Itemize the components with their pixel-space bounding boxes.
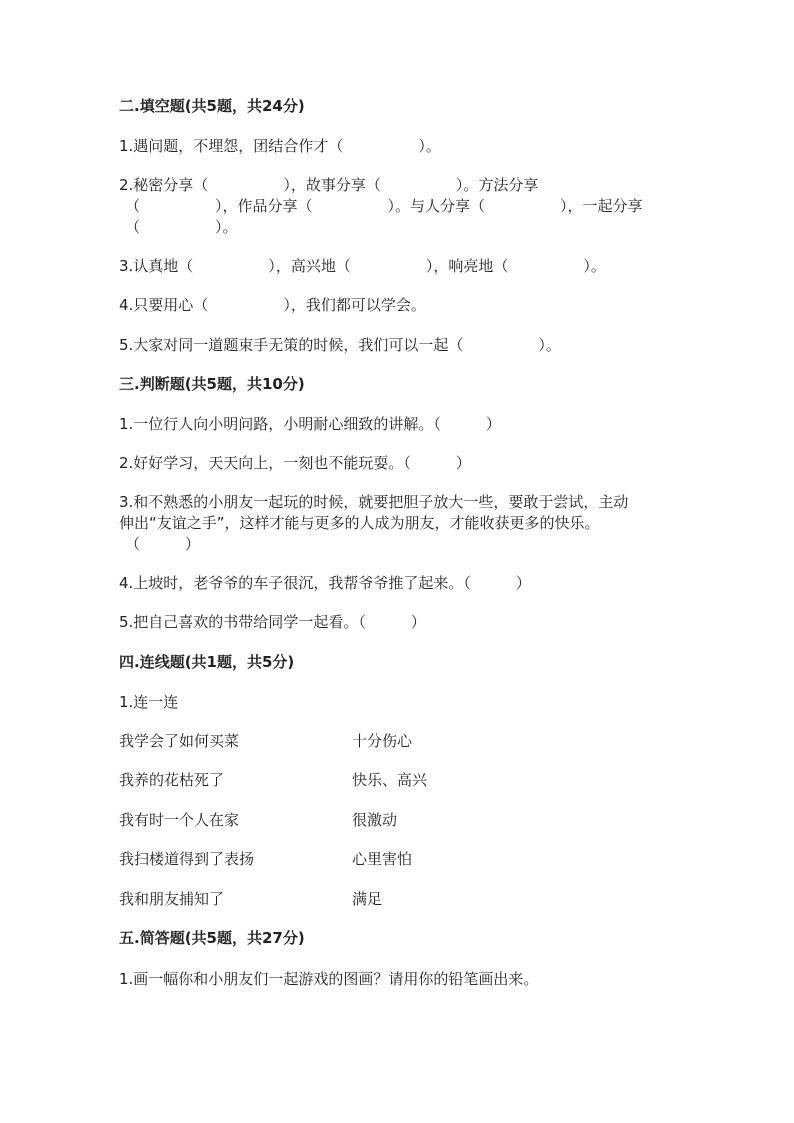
section-title-match: 四.连线题(共1题，共5分) — [119, 653, 295, 671]
fill-blank-question-5: 5.大家对同一道题束手无策的时候，我们可以一起（ ）。 — [119, 336, 561, 354]
fill-blank-question-2-line-1: 2.秘密分享（ ），故事分享（ ）。方法分享 — [119, 176, 539, 194]
section-title-fill-blank: 二.填空题(共5题，共24分) — [119, 97, 305, 115]
match-right-item: 心里害怕 — [352, 850, 413, 868]
section-title-judge: 三.判断题(共5题，共10分) — [119, 375, 305, 393]
match-left-item: 我扫楼道得到了表扬 — [119, 850, 255, 868]
judge-question-4: 4.上坡时，老爷爷的车子很沉，我帮爷爷推了起来。（ ） — [119, 574, 531, 592]
fill-blank-question-4: 4.只要用心（ ），我们都可以学会。 — [119, 296, 426, 314]
match-right-item: 十分伤心 — [352, 732, 413, 750]
fill-blank-question-1: 1.遇问题，不埋怨，团结合作才（ ）。 — [119, 137, 441, 155]
short-answer-question-1: 1.画一幅你和小朋友们一起游戏的图画？请用你的铅笔画出来。 — [119, 970, 539, 988]
match-left-item: 我养的花枯死了 — [119, 771, 225, 789]
judge-question-3-line-1: 3.和不熟悉的小朋友一起玩的时候，就要把胆子放大一些，要敢于尝试，主动 — [119, 493, 629, 511]
fill-blank-question-2-line-2: （ ），作品分享（ ）。与人分享（ ），一起分享 — [125, 197, 643, 215]
match-left-item: 我和朋友捕知了 — [119, 890, 225, 908]
match-right-item: 很激动 — [352, 811, 398, 829]
match-right-item: 满足 — [352, 890, 383, 908]
judge-question-5: 5.把自己喜欢的书带给同学一起看。（ ） — [119, 613, 426, 631]
match-left-item: 我学会了如何买菜 — [119, 732, 240, 750]
judge-question-1: 1.一位行人向小明问路，小明耐心细致的讲解。（ ） — [119, 415, 501, 433]
judge-question-3-line-3: （ ） — [125, 535, 201, 553]
judge-question-3-line-2: 伸出“友谊之手”，这样才能与更多的人成为朋友，才能收获更多的快乐。 — [119, 514, 600, 532]
judge-question-2: 2.好好学习，天天向上，一刻也不能玩耍。（ ） — [119, 454, 471, 472]
section-title-short-answer: 五.简答题(共5题，共27分) — [119, 929, 305, 947]
fill-blank-question-2-line-3: （ ）。 — [125, 218, 238, 236]
fill-blank-question-3: 3.认真地（ ），高兴地（ ），响亮地（ ）。 — [119, 257, 606, 275]
match-left-item: 我有时一个人在家 — [119, 811, 240, 829]
match-question-1: 1.连一连 — [119, 693, 179, 711]
match-right-item: 快乐、高兴 — [352, 771, 428, 789]
